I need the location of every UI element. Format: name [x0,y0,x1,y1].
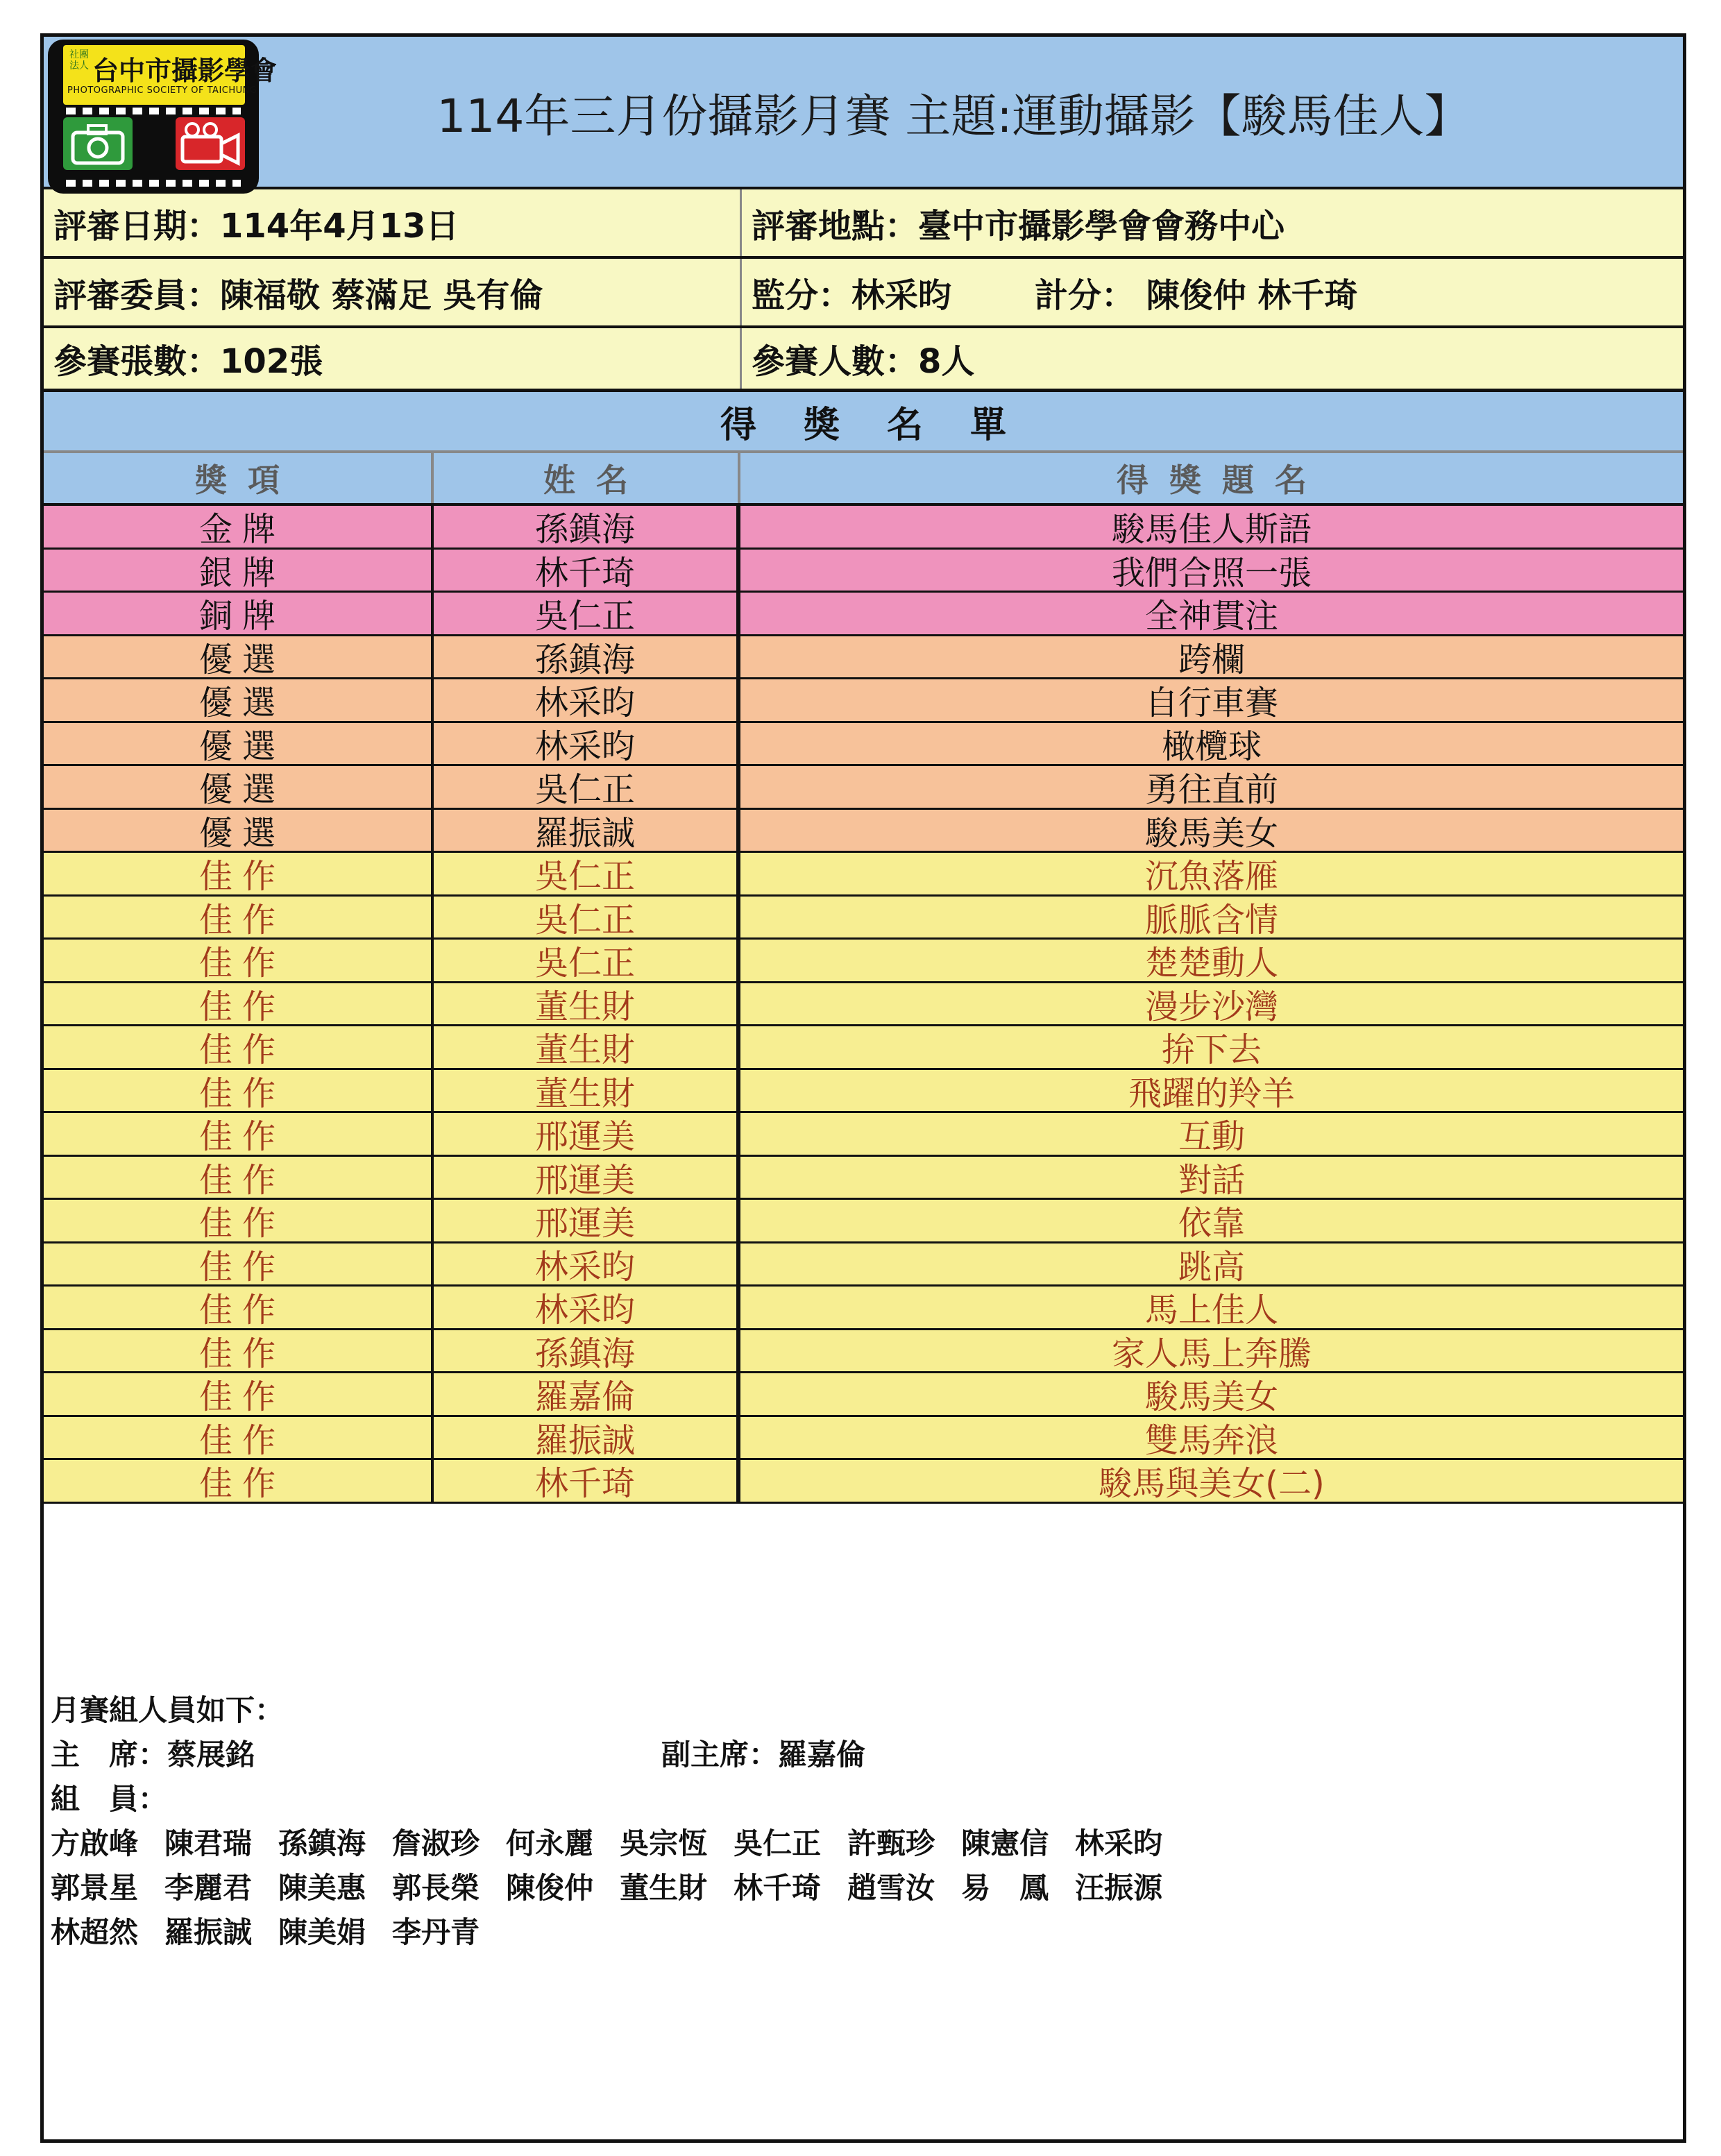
table-row [44,1200,1683,1243]
award-cell: 優選 [44,679,434,721]
member-name: 郭長榮 [392,1871,480,1905]
photo-title-cell: 駿馬美女 [1144,1377,1278,1417]
award-cell: 佳作 [44,1243,434,1285]
table-row [44,983,1683,1027]
winner-name-cell: 羅振誠 [434,810,740,851]
award-cell: 佳作 [44,1070,434,1112]
logo-banner [63,45,278,105]
movie-camera-icon [176,117,245,170]
winner-name-cell: 羅振誠 [434,1417,740,1459]
judging-date: 評審日期：114年4月13日 [44,189,742,256]
winner-name-cell: 邢運美 [434,1113,740,1155]
photo-title-cell: 雙馬奔浪 [1144,1420,1278,1460]
info-row-date [44,189,1683,259]
table-row [44,1070,1683,1114]
award-cell: 優選 [44,723,434,765]
award-cell: 佳作 [44,1373,434,1415]
logo-english: PHOTOGRAPHIC SOCIETY OF TAICHUNG [67,85,257,96]
award-cell: 佳作 [44,1113,434,1155]
member-name: 林千琦 [734,1871,822,1905]
table-row [44,1113,1683,1157]
winner-name-cell: 林千琦 [434,550,740,591]
table-row [44,1330,1683,1374]
vice-chair: 副主席：羅嘉倫 [661,1738,866,1772]
award-cell: 佳作 [44,983,434,1025]
photo-title-cell: 馬上佳人 [1144,1291,1278,1330]
photo-title-cell: 自行車賽 [1144,684,1278,723]
table-row [44,766,1683,810]
member-name: 郭景星 [51,1871,139,1905]
winner-name-cell: 林千琦 [434,1460,740,1502]
table-row [44,1417,1683,1461]
member-name: 李丹青 [392,1915,480,1949]
member-name: 李麗君 [164,1871,253,1905]
photo-title-cell: 跳高 [1178,1247,1245,1287]
photo-title-cell: 跨欄 [1178,640,1245,679]
member-line [51,1822,1189,1866]
photo-count: 參賽張數：102張 [44,328,742,389]
supervise-scoring [742,259,1683,325]
award-cell: 佳作 [44,1417,434,1459]
judging-location: 評審地點：臺中市攝影學會會務中心 [752,206,1285,246]
member-name: 詹淑珍 [392,1826,480,1860]
photo-title-cell: 駿馬佳人斯語 [1111,510,1312,550]
member-name: 羅振誠 [164,1915,253,1949]
staff-heading: 月賽組人員如下： [51,1693,285,1727]
table-row [44,679,1683,723]
winner-name-cell: 孫鎮海 [434,636,740,678]
title-bar [44,37,1683,189]
photo-title-cell: 勇往直前 [1144,770,1278,810]
photo-title-cell: 駿馬與美女(二) [1099,1464,1325,1504]
member-name: 林超然 [51,1915,139,1949]
award-cell: 佳作 [44,897,434,938]
society-logo [48,40,278,194]
member-name: 孫鎮海 [278,1826,366,1860]
winner-name-cell: 吳仁正 [434,897,740,938]
column-title: 得獎題名 [1117,461,1328,499]
page-title: 114年三月份攝影月賽 主題:運動攝影【駿馬佳人】 [436,89,1470,143]
award-cell: 佳作 [44,1026,434,1068]
photo-title-cell: 飛躍的羚羊 [1128,1073,1295,1113]
member-name: 許甄珍 [847,1826,935,1860]
member-line [51,1866,1189,1910]
supervisor: 監分：林采昀 [752,275,952,315]
judges: 評審委員：陳福敬 蔡滿足 吳有倫 [44,259,742,325]
film-strip-top [66,108,241,114]
award-cell: 金牌 [44,506,434,548]
table-row [44,1287,1683,1330]
award-cell: 佳作 [44,940,434,981]
member-name: 何永麗 [506,1826,594,1860]
winner-name-cell: 邢運美 [434,1200,740,1241]
results-sheet [40,33,1686,2143]
winner-name-cell: 吳仁正 [434,940,740,981]
winner-name-cell: 吳仁正 [434,766,740,808]
table-row [44,1157,1683,1200]
award-cell: 佳作 [44,1330,434,1372]
logo-name: 台中市攝影學會 [92,56,278,86]
table-row [44,940,1683,983]
winner-name-cell: 吳仁正 [434,853,740,894]
chair: 主 席：蔡展銘 [51,1738,255,1772]
winner-name-cell: 林采昀 [434,679,740,721]
winner-name-cell: 林采昀 [434,1243,740,1285]
table-row [44,853,1683,897]
winner-name-cell: 羅嘉倫 [434,1373,740,1415]
award-cell: 佳作 [44,1287,434,1328]
column-award: 獎項 [44,453,434,503]
info-row-judges [44,259,1683,328]
table-header [44,453,1683,506]
table-row [44,1243,1683,1287]
table-row [44,593,1683,636]
member-name: 陳美娟 [278,1915,366,1949]
member-name: 吳仁正 [734,1826,822,1860]
photo-title-cell: 我們合照一張 [1111,553,1312,593]
member-name: 汪振源 [1075,1871,1163,1905]
award-cell: 佳作 [44,1200,434,1241]
photo-title-cell: 全神貫注 [1144,597,1278,636]
member-name: 陳君瑞 [164,1826,253,1860]
photo-title-cell: 拚下去 [1161,1030,1262,1070]
table-row [44,1026,1683,1070]
winner-name-cell: 林采昀 [434,1287,740,1328]
photo-title-cell: 橄欖球 [1161,727,1262,766]
member-name: 陳憲信 [961,1826,1049,1860]
photo-title-cell: 對話 [1178,1160,1245,1200]
table-row [44,550,1683,593]
winner-name-cell: 邢運美 [434,1157,740,1198]
member-name: 趙雪汝 [847,1871,935,1905]
member-name: 方啟峰 [51,1826,139,1860]
winner-name-cell: 董生財 [434,1070,740,1112]
award-cell: 優選 [44,810,434,851]
camera-icon [63,117,133,170]
award-cell: 優選 [44,766,434,808]
winner-name-cell: 董生財 [434,983,740,1025]
member-name: 陳俊仲 [506,1871,594,1905]
photo-title-cell: 漫步沙灣 [1144,987,1278,1026]
member-name: 易 鳳 [961,1871,1049,1905]
winner-name-cell: 董生財 [434,1026,740,1068]
info-row-counts [44,328,1683,392]
column-name: 姓名 [434,453,740,503]
photo-title-cell: 楚楚動人 [1144,944,1278,983]
photo-title-cell: 家人馬上奔騰 [1111,1334,1312,1373]
award-cell: 佳作 [44,853,434,894]
member-line [51,1910,1189,1955]
award-cell: 優選 [44,636,434,678]
table-row [44,810,1683,854]
award-cell: 銀牌 [44,550,434,591]
photo-title-cell: 脈脈含情 [1144,900,1278,940]
winner-name-cell: 孫鎮海 [434,506,740,548]
award-table-body [44,506,1683,1504]
members-label: 組 員： [51,1782,168,1816]
winner-name-cell: 孫鎮海 [434,1330,740,1372]
member-list [51,1822,1189,1955]
member-name: 董生財 [620,1871,708,1905]
photo-title-cell: 互動 [1178,1117,1245,1157]
award-cell: 佳作 [44,1460,434,1502]
winner-name-cell: 吳仁正 [434,593,740,634]
award-cell: 銅牌 [44,593,434,634]
table-row [44,1373,1683,1417]
member-name: 林采昀 [1075,1826,1163,1860]
table-row [44,636,1683,680]
photo-title-cell: 依靠 [1178,1204,1245,1243]
photo-title-cell: 駿馬美女 [1144,813,1278,853]
staff-section [51,1688,1189,1955]
member-name: 吳宗恆 [620,1826,708,1860]
table-row [44,506,1683,550]
award-cell: 佳作 [44,1157,434,1198]
participant-count: 參賽人數：8人 [752,342,975,381]
award-list-header: 得獎名單 [44,392,1683,453]
staff-chairs [51,1733,1189,1777]
film-strip-bottom [66,180,241,187]
member-name: 陳美惠 [278,1871,366,1905]
photo-title-cell: 沉魚落雁 [1144,857,1278,897]
table-row [44,723,1683,767]
scorers: 計分： 陳俊仲 林千琦 [1035,275,1358,315]
logo-small-text: 社團法人 [69,49,89,71]
table-row [44,897,1683,940]
winner-name-cell: 林采昀 [434,723,740,765]
table-row [44,1460,1683,1504]
